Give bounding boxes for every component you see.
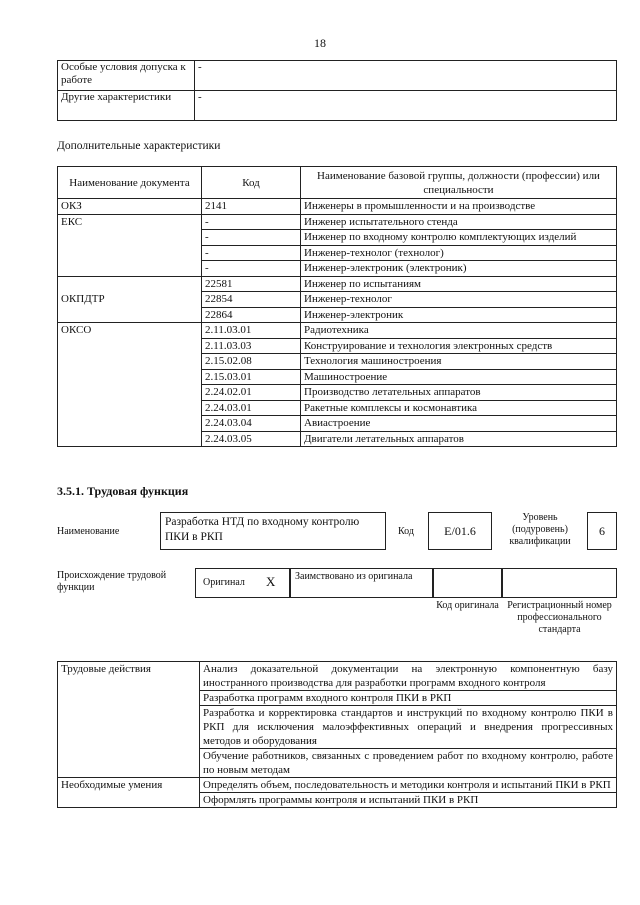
cell-name: Инженер-технолог: [301, 292, 617, 308]
skills-label: Необходимые умения: [58, 778, 200, 808]
code-label: Код: [398, 526, 414, 537]
additional-characteristics-table: [57, 166, 617, 447]
action-item: Разработка и корректировка стандартов и инструкций по входному контролю ПКИ в РКП для исключения малоэффективных операций и внедрения прогрессивных методов и оборудования: [200, 706, 617, 749]
cell-code: 2.24.03.04: [202, 416, 301, 432]
table-header-row: [58, 167, 617, 199]
cell-name: Инженеры в промышленности и на производстве: [301, 199, 617, 215]
code-original-label: Код оригинала: [436, 600, 499, 611]
cell-code: 2.24.02.01: [202, 385, 301, 401]
special-conditions-table: [57, 60, 617, 121]
cell-name: Двигатели летательных аппаратов: [301, 431, 617, 447]
cell-code: 2.15.02.08: [202, 354, 301, 370]
cell-name: Машиностроение: [301, 369, 617, 385]
cell-code: 22864: [202, 307, 301, 323]
table-row: [58, 91, 617, 121]
registration-label: Регистрационный номер профессионального стандарта: [507, 600, 612, 635]
group-okso: ОКСО: [58, 323, 202, 447]
cell-code: -: [202, 261, 301, 277]
cell-value: -: [195, 61, 617, 91]
action-item: Обучение работников, связанных с проведением работ по входному контролю, работе по новым методам: [200, 749, 617, 778]
skill-item: Оформлять программы контроля и испытаний ПКИ в РКП: [200, 793, 617, 808]
group-okpdtr: ОКПДТР: [58, 276, 202, 323]
table-row: [58, 61, 617, 91]
cell-name: Инженер-технолог (технолог): [301, 245, 617, 261]
cell-name: Конструирование и технология электронных средств: [301, 338, 617, 354]
table-row: [58, 214, 617, 230]
group-eks: ЕКС: [58, 214, 202, 276]
section-caption: Дополнительные характеристики: [57, 140, 221, 152]
cell-code: 2.24.03.05: [202, 431, 301, 447]
borrowed-box: Заимствовано из оригинала: [290, 568, 433, 598]
cell-name: Инженер испытательного стенда: [301, 214, 617, 230]
cell-code: -: [202, 245, 301, 261]
level-box: 6: [587, 512, 617, 550]
action-item: Разработка программ входного контроля ПКИ в РКП: [200, 691, 617, 706]
cell-name: Производство летательных аппаратов: [301, 385, 617, 401]
origin-label: Происхождение трудовой функции: [57, 570, 167, 593]
cell-label: Другие характеристики: [58, 91, 195, 121]
cell-value: -: [195, 91, 617, 121]
cell-name: Инженер по входному контролю комплектующих изделий: [301, 230, 617, 246]
function-name-box: Разработка НТД по входному контролю ПКИ в РКП: [160, 512, 386, 550]
function-heading: 3.5.1. Трудовая функция: [57, 484, 189, 498]
table-row: [58, 662, 617, 691]
cell-code: 2141: [202, 199, 301, 215]
cell-code: 2.11.03.03: [202, 338, 301, 354]
cell-code: -: [202, 230, 301, 246]
original-mark: X: [266, 574, 276, 589]
cell-code: 2.15.03.01: [202, 369, 301, 385]
original-label: Оригинал: [203, 577, 245, 588]
header-name: Наименование базовой группы, должности (профессии) или специальности: [301, 167, 617, 199]
header-code: Код: [202, 167, 301, 199]
table-row: [58, 276, 617, 292]
cell-name: Инженер по испытаниям: [301, 276, 617, 292]
registration-box: [502, 568, 617, 598]
cell-name: Технология машиностроения: [301, 354, 617, 370]
function-code-box: E/01.6: [428, 512, 492, 550]
group-okz: ОКЗ: [58, 199, 202, 215]
cell-code: 22581: [202, 276, 301, 292]
original-box: [195, 568, 290, 598]
skill-item: Определять объем, последовательность и методики контроля и испытаний ПКИ в РКП: [200, 778, 617, 793]
cell-code: 22854: [202, 292, 301, 308]
name-label: Наименование: [57, 526, 120, 537]
header-document: Наименование документа: [58, 167, 202, 199]
page-number: 18: [314, 36, 326, 50]
table-row: [58, 778, 617, 793]
code-original-box: [433, 568, 502, 598]
cell-code: 2.24.03.01: [202, 400, 301, 416]
actions-skills-table: [57, 661, 617, 808]
cell-name: Авиастроение: [301, 416, 617, 432]
cell-name: Радиотехника: [301, 323, 617, 339]
cell-code: -: [202, 214, 301, 230]
actions-label: Трудовые действия: [58, 662, 200, 778]
table-row: [58, 323, 617, 339]
cell-code: 2.11.03.01: [202, 323, 301, 339]
level-label: Уровень (подуровень) квалификации: [509, 512, 571, 547]
action-item: Анализ доказательной документации на электронную компонентную базу иностранного производства для разработки программ входного контроля: [200, 662, 617, 691]
cell-name: Инженер-электроник (электроник): [301, 261, 617, 277]
cell-name: Ракетные комплексы и космонавтика: [301, 400, 617, 416]
cell-label: Особые условия допуска к работе: [58, 61, 195, 91]
cell-name: Инженер-электроник: [301, 307, 617, 323]
table-row: [58, 199, 617, 215]
